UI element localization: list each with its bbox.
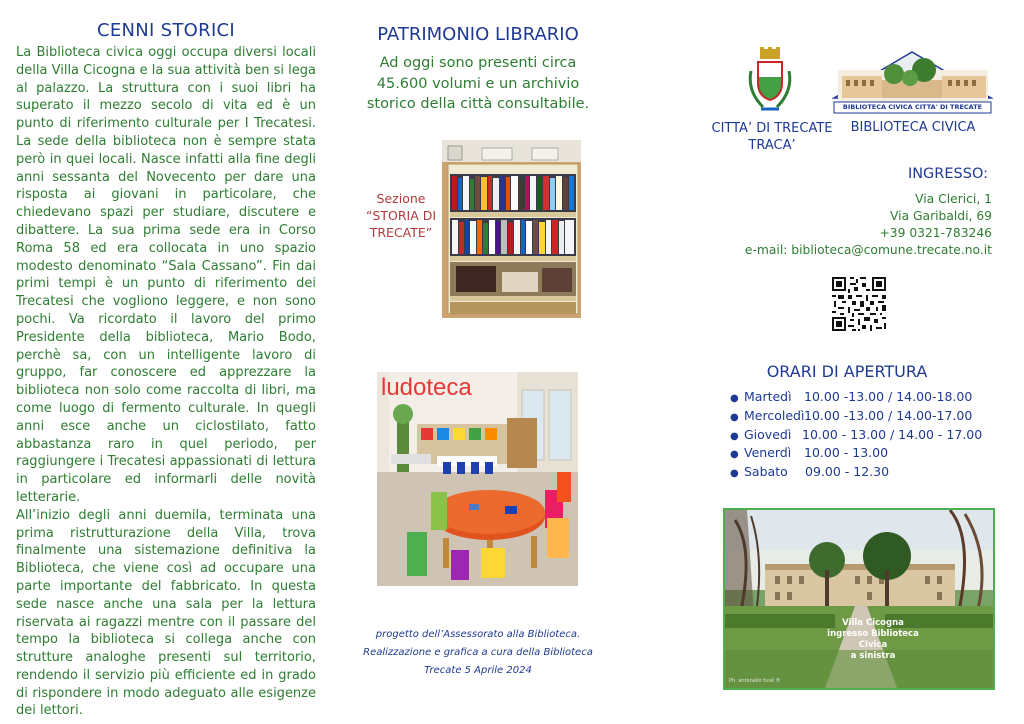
city-name-line-1: CITTA’ DI TRECATE xyxy=(711,121,833,136)
credits-line-2: Realizzazione e grafica a cura della Biblioteca xyxy=(363,647,593,658)
city-name-line-2: TRACA’ xyxy=(748,138,796,153)
library-logo xyxy=(832,48,993,114)
bullet-icon: ● xyxy=(730,411,739,423)
bullet-icon: ● xyxy=(730,468,739,480)
logo-banner-text: BIBLIOTECA CIVICA CITTA' DI TRECATE xyxy=(842,103,983,111)
villa-caption-line-1: Villa Cicogna xyxy=(842,618,904,628)
hours-day: Sabato xyxy=(744,464,788,480)
villa-caption-line-3: a sinistra xyxy=(850,651,896,661)
phone-number[interactable]: +39 0321-783246 xyxy=(879,226,992,240)
bullet-icon: ● xyxy=(730,393,739,404)
credits-line-1: progetto dell’Assessorato alla Biblioteca. xyxy=(375,629,581,640)
opening-hours-title: ORARI DI APERTURA xyxy=(766,362,928,381)
bullet-icon: ● xyxy=(730,430,739,442)
credits-date: Trecate 5 Aprile 2024 xyxy=(424,665,532,676)
hours-day: Martedì xyxy=(744,389,792,404)
hours-time: 09.00 - 12.30 xyxy=(805,464,890,480)
villa-caption-line-2: ingresso Biblioteca Civica xyxy=(827,629,919,650)
hours-day: Venerdì xyxy=(744,445,792,461)
credits xyxy=(360,626,596,680)
history-paragraph-1: La Biblioteca civica oggi occupa diversi locali della Villa Cicogna e la sua attività ben si lega al palazzo. La struttura con i suoi libri ha superato il mezzo secolo di vita ed è un punto di riferimento culturale per I Trecatesi. La sede della biblioteca non è sempre stata però in quei locali. Nasce infatti alla fine degli anni sessanta del Novecento per dare una risposta ai giovani in particolare, che chiedevano spazi per studiare, discutere e dibattere. La sua prima sede era in Corso Roma 58 ed era collocata in uno spazio modesto denominato “Sala Cassano”. Fin dai primi tempi è un punto di riferimento dei Trecatesi che vogliono leggere, e non sono pochi. Va ricordato il lavoro del primo Presidente della biblioteca, Mario Bodo, perchè sa, con un intelligente lavoro di gruppo, far conoscere ed apprezzare la biblioteca non solo come raccolta di libri, ma come luogo di fermento culturale. In quegli anni esce anche un ciclostilato, fatto abbastanza raro in quel periodo, per raggiungere i Trecatesi appassionati di lettura in particolare ed informarli delle novità letterarie. xyxy=(16,45,316,505)
hours-day: Giovedì xyxy=(744,426,792,442)
city-name xyxy=(708,120,836,154)
hours-day: Mercoledì xyxy=(744,407,805,423)
city-crest-icon xyxy=(745,47,795,115)
holdings-title: PATRIMONIO LIBRARIO xyxy=(377,24,579,45)
villa-cicogna-photo xyxy=(723,508,995,690)
hours-time: 10.00 -13.00 / 14.00-17.00 xyxy=(804,407,973,423)
villa-caption xyxy=(813,618,933,662)
bullet-icon: ● xyxy=(730,449,739,461)
hours-row-tuesday xyxy=(730,389,990,408)
library-name: BIBLIOTECA CIVICA xyxy=(850,120,976,135)
entrance-title: INGRESSO: xyxy=(907,166,988,182)
local-history-section-label: Sezione “STORIA DI TRECATE” xyxy=(365,191,437,240)
holdings-description: Ad oggi sono presenti circa 45.600 volumi e un archivio storico della città consultabile. xyxy=(366,55,590,112)
history-title: CENNI STORICI xyxy=(96,20,236,41)
email-address[interactable]: e-mail: biblioteca@comune.trecate.no.it xyxy=(744,243,992,257)
hours-time: 10.00 - 13.00 xyxy=(804,445,889,461)
address-clerici: Via Clerici, 1 xyxy=(915,192,992,206)
photo-credit: Ph. antonello fusè ® xyxy=(729,678,781,684)
address-garibaldi: Via Garibaldi, 69 xyxy=(890,209,992,223)
contact-block xyxy=(740,191,992,259)
opening-hours-list xyxy=(730,389,990,483)
hours-row-wednesday xyxy=(730,408,990,427)
ludoteca-label: ludoteca xyxy=(381,374,472,401)
hours-row-saturday xyxy=(730,464,990,483)
hours-row-friday xyxy=(730,445,990,464)
hours-time: 10.00 -13.00 / 14.00-18.00 xyxy=(804,389,973,404)
history-paragraph-2: All’inizio degli anni duemila, terminata una prima ristrutturazione della Villa, trova finalmente una sistemazione definitiva la Biblioteca, che viene così ad occupare una parte importante del fabbricato. In questa sede nasce anche una sala per la lettura riservata ai ragazzi mentre con il passare del tempo la biblioteca si collega anche con strutture analoghe presenti sul territorio, rendendo il servizio più efficiente ed in grado di rispondere in modo adeguato alle esigenze dei lettori. xyxy=(16,507,316,719)
qr-code-icon[interactable] xyxy=(830,275,888,333)
ludoteca-photo xyxy=(377,372,578,586)
history-text xyxy=(16,44,316,720)
bookshelf-photo xyxy=(442,140,581,318)
hours-row-thursday xyxy=(730,427,990,446)
hours-time: 10.00 - 13.00 / 14.00 - 17.00 xyxy=(802,426,983,442)
